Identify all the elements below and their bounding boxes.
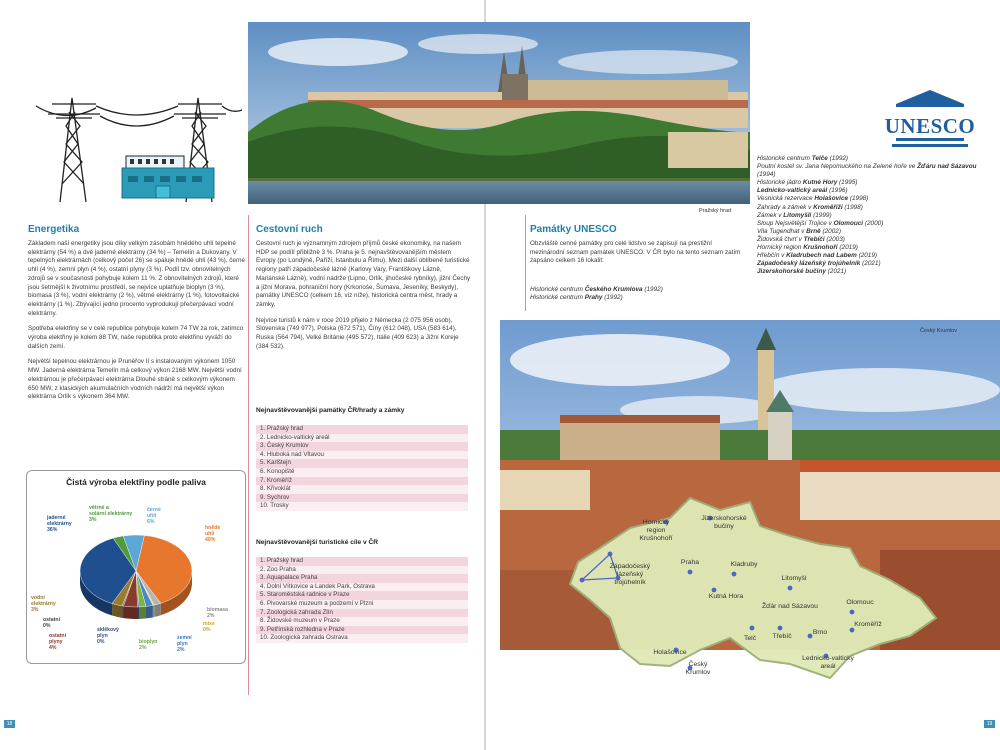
unesco-intro: Obzvláště cenné památky pro celé lidstvo se zapisují na prestižní mezinárodní seznam památek UNESCO. V ČR bylo na tento seznam zatím zapsáno celkem 16 lokalit:	[530, 240, 741, 265]
unesco-item-site: Litomyšli	[783, 211, 812, 219]
pie-label: černé uhlí 6%	[147, 507, 161, 525]
chart-title: Čistá výroba elektřiny podle paliva	[66, 477, 206, 487]
unesco-item-prefix: Vila Tugendhat v	[757, 227, 807, 235]
energy-heading: Energetika	[28, 224, 80, 235]
map-label-krumlov: Český Krumlov	[685, 661, 711, 676]
pie-label: ostatní plyny 4%	[49, 633, 67, 651]
unesco-item-year: (1994)	[757, 171, 776, 179]
map-label-kutna: Kutná Hora	[708, 593, 744, 600]
unesco-item-site: Telče	[811, 155, 828, 162]
pie-label: ostatní 0%	[43, 617, 61, 629]
unesco-list-left	[530, 286, 745, 302]
unesco-list-item	[757, 163, 989, 179]
unesco-item-prefix: Zahrady a zámek v	[757, 203, 814, 211]
map-label-kladruby: Kladruby	[730, 561, 758, 568]
unesco-list-item	[757, 212, 989, 220]
tourism-paragraph-2: Nejvíce turistů k nám v roce 2019 přijelo z Německa (2 075 956 osob), Slovenska (749 977), Polska (672 571), Číny (612 048), USA (583 614), Ruska (564 794), Velké Británie (495 572), Itálie (409 623) a Jižní Koreje (384 532).	[256, 316, 459, 350]
pie-chart-box	[26, 470, 246, 664]
table-row: 2. Lednicko-valtický areál	[256, 434, 468, 443]
pie-label: mixe 0%	[203, 621, 215, 633]
prague-caption: Pražský hrad	[699, 208, 732, 214]
unesco-heading: Památky UNESCO	[530, 224, 617, 235]
pie-label: hnědé uhlí 40%	[205, 525, 221, 543]
unesco-item-year: (2003)	[824, 235, 845, 243]
krumlov-caption: Český Krumlov	[920, 328, 957, 334]
table-row: 3. Český Krumlov	[256, 442, 468, 451]
pie-label: zemní plyn 2%	[177, 635, 192, 653]
unesco-list-item	[757, 204, 989, 212]
table-row: 7. Kroměříž	[256, 477, 468, 486]
tourism-heading: Cestovní ruch	[256, 224, 323, 235]
pie-slice-side	[139, 606, 146, 619]
unesco-item-year: (1995)	[837, 179, 858, 187]
unesco-item-prefix: Židovská čtvrť v	[757, 235, 804, 243]
czech-map	[560, 488, 940, 688]
unesco-item-year: (2019)	[856, 252, 878, 260]
pie-label: vodní elektrárny 3%	[31, 595, 56, 613]
unesco-item-prefix: Hřebčín v	[757, 252, 787, 260]
table-row: 2. Zoo Praha	[256, 566, 468, 575]
table-row: 6. Konopiště	[256, 468, 468, 477]
pie-slice-side	[122, 606, 123, 618]
unesco-list-item	[757, 244, 989, 252]
table2	[256, 557, 468, 643]
pie-label: sklěkový plyn 0%	[97, 627, 119, 645]
unesco-item-prefix: Zámek v	[757, 211, 784, 219]
table-row: 5. Staroměstská radnice v Praze	[256, 591, 468, 600]
table-row: 8. Židovské muzeum v Praze	[256, 617, 468, 626]
page-number-left: 18	[4, 720, 15, 728]
unesco-list-item	[757, 179, 989, 187]
unesco-list-item	[757, 187, 989, 195]
pie-label: bioplyn 2%	[139, 639, 158, 651]
map-label-praha: Praha	[680, 559, 700, 566]
unesco-item-year: (1992)	[827, 155, 849, 162]
unesco-item-prefix: Sloup Nejsvětější Trojice v	[757, 219, 834, 227]
table-row: 1. Pražský hrad	[256, 557, 468, 566]
unesco-item-site: Holašovice	[814, 195, 849, 203]
map-label-holasovice: Holašovice	[653, 649, 687, 656]
unesco-item-year: (1999)	[811, 211, 832, 219]
map-label-lednice: Lednicko-valtický areál	[802, 655, 854, 670]
unesco-item-site: Jizerskohorské bučiny	[757, 268, 826, 276]
unesco-item-prefix: Vesnická rezervace	[757, 195, 815, 203]
map-label-jizerske: Jizerskohorské bučiny	[701, 515, 747, 530]
unesco-item-site: Českého Krumlova	[584, 286, 643, 293]
unesco-item-prefix: Historické centrum	[530, 294, 585, 302]
unesco-list-right	[757, 155, 989, 276]
unesco-item-prefix: Historické jádro	[757, 179, 803, 187]
unesco-item-site: Kladrubech nad Labem	[786, 252, 857, 260]
unesco-list-item	[757, 252, 989, 260]
table-row: 5. Karlštejn	[256, 459, 468, 468]
table-row: 9. Sychrov	[256, 494, 468, 503]
table1-title: Nejnavštěvovanější památky ČR/hrady a zámky	[256, 407, 405, 414]
table-row: 9. Petřínská rozhledna v Praze	[256, 626, 468, 635]
map-label-zdar: Žďár nad Sázavou	[762, 603, 818, 610]
table-row: 8. Křivoklát	[256, 485, 468, 494]
column-divider-right	[525, 215, 526, 311]
unesco-item-prefix: Poutní kostel sv. Jana Nepomuckého na Zelené hoře ve	[757, 163, 918, 171]
energy-text	[28, 240, 246, 409]
page-number-right: 19	[984, 720, 995, 728]
unesco-list-item	[757, 236, 989, 244]
unesco-item-site: Západočeský lázeňský trojúhelník	[757, 260, 861, 268]
unesco-logo	[884, 88, 976, 152]
unesco-item-site: Kutné Hory	[802, 179, 838, 187]
unesco-item-year: (1992)	[642, 286, 663, 293]
map-label-kromeriz: Kroměříž	[854, 621, 882, 628]
unesco-logo-text: UNESCO	[884, 114, 976, 138]
pie-chart	[27, 471, 245, 663]
unesco-list-item	[757, 268, 989, 276]
unesco-item-prefix: Historické centrum	[530, 286, 585, 293]
unesco-item-site: Krušnohoří	[803, 244, 838, 252]
unesco-item-site: Brně	[806, 227, 821, 235]
table-row: 3. Aquapalace Praha	[256, 574, 468, 583]
unesco-item-year: (2019)	[837, 244, 858, 252]
unesco-item-year: (1998)	[842, 203, 863, 211]
unesco-item-year: (1998)	[848, 195, 869, 203]
table2-title: Nejnavštěvovanější turistické cíle v ČR	[256, 539, 379, 546]
unesco-list-item	[757, 155, 989, 163]
map-label-olomouc: Olomouc	[846, 599, 874, 606]
table-row: 4. Hluboká nad Vltavou	[256, 451, 468, 460]
pie-slice-side	[154, 603, 161, 617]
energy-paragraph-2: Spotřeba elektřiny se v celé republice pohybuje kolem 74 TW za rok, zatímco výroba elektřiny je kolem 88 TW, naše republika proto elektřinu vyváží do dalších zemí.	[28, 325, 244, 350]
unesco-list-item	[530, 294, 745, 302]
unesco-item-year: (2021)	[860, 260, 881, 268]
pie-slice-side	[123, 606, 137, 619]
table-row: 1. Pražský hrad	[256, 425, 468, 434]
table-row: 7. Zoologická zahrada Zlín	[256, 609, 468, 618]
unesco-item-prefix: Hornický region	[757, 244, 804, 252]
map-label-litomysl: Litomyšl	[781, 575, 807, 582]
unesco-item-year: (1992)	[602, 294, 623, 302]
unesco-list-item	[757, 228, 989, 236]
map-label-trebic: Třebíč	[772, 633, 792, 640]
table-row: 4. Dolní Vítkovice a Landek Park, Ostrava	[256, 583, 468, 592]
column-divider-left	[248, 215, 249, 695]
prague-castle-photo	[248, 22, 750, 204]
unesco-item-prefix: Historické centrum	[757, 155, 812, 162]
pie-label: větrné a solární elektrárny 3%	[89, 505, 133, 523]
pie-slice-side	[138, 607, 139, 619]
map-label-krusnohori: Hornický region Krušnohoří	[639, 519, 673, 542]
unesco-item-site: Olomouci	[833, 219, 864, 227]
tourism-paragraph-1: Cestovní ruch je významným zdrojem příjmů české ekonomiky, na našem HDP se podílí přibližně 3 %. Praha je 5. nejnavštěvovanějším městem Evropy (po Londýně, Paříži, Istanbulu a Římu). Mezi další oblíbené turistické regiony patří západočeské lázně (Karlovy Vary, Františkovy Lázně, Mariánské Lázně), vodní nádrže (Lipno, Orlík, jihočeské rybníky), jižní Čechy a jižní Morava, pohraniční hory (Krkonoše, Šumava, Jeseníky, Beskydy), památky UNESCO (celkem 16, viz níže), historická centra měst, hrady a zámky.	[256, 240, 471, 308]
table-row: 10. Zoologická zahrada Ostrava	[256, 634, 468, 643]
unesco-list-item	[757, 220, 989, 228]
unesco-item-year: (2000)	[863, 219, 884, 227]
energy-paragraph-3: Největší tepelnou elektrárnou je Prunéřov II s instalovaným výkonem 1050 MW. Jaderná elektrárna Temelín má celkový výkon 2168 MW. Největší vodní elektrárnou je přečerpávací elektrárna Dlouhé stráně s celkovým výkonem 650 MW, z klasických akumulačních vodních nádrží má největší výkon elektrárna Orlík s výkonem 364 MW.	[28, 358, 242, 401]
unesco-item-site: Prahy	[584, 294, 603, 302]
unesco-item-site: Žďáru nad Sázavou	[917, 163, 977, 171]
pie-label: jaderné elektrárny 36%	[47, 515, 72, 533]
czech-outline	[570, 498, 936, 678]
unesco-item-site: Kroměříži	[813, 203, 843, 211]
tourism-text	[256, 240, 472, 358]
pie-slice-side	[146, 605, 153, 618]
table-row: 10. Trosky	[256, 502, 468, 511]
map-label-telc: Telč	[743, 635, 757, 642]
map-label-lazne: Západočeský lázeňský trojúhelník	[609, 563, 651, 586]
table-row: 6. Pivovarské muzeum a podzemí v Plzni	[256, 600, 468, 609]
unesco-item-year: (2002)	[820, 227, 841, 235]
pie-label: biomasa 2%	[207, 607, 229, 619]
power-plant-illustration	[36, 84, 242, 204]
map-label-brno: Brno	[812, 629, 828, 636]
unesco-list-item	[757, 195, 989, 203]
unesco-item-year: (1996)	[827, 187, 848, 195]
unesco-list-item	[530, 286, 745, 294]
unesco-item-site: Lednicko-valtický areál	[757, 187, 828, 195]
energy-paragraph-1: Základem naší energetiky jsou díky velkým zásobám hnědého uhlí tepelné elektrárny (54 %) a dvě jaderné elektrárny (34 %) – Temelín a Dukovany. V tepelných elektrárnách (celkový počet 26) se spaluje hnědé uhlí (43 %), černé uhlí (4 %), zemní plyn (4 %), ostatní plyny (3 %). Podíl tzv. obnovitelných zdrojů se v současnosti pohybuje kolem 11 %. Z obnovitelných zdrojů, které jsou šetrnější k životnímu prostředí, se nejvíce uplatňuje bioplyn (3 %), biomasa (3 %), vodní elektrárny (2 %), větrné elektrárny (1 %), fotovoltaické elektrárny (1 %). Zbývající jedno procento vyprodukují přečerpávací vodní elektrárny.	[28, 240, 246, 317]
pie-slice-side	[153, 605, 154, 617]
unesco-list-item	[757, 260, 989, 268]
table1	[256, 425, 468, 511]
unesco-item-site: Třebíči	[803, 235, 825, 243]
unesco-item-year: (2021)	[825, 268, 847, 276]
